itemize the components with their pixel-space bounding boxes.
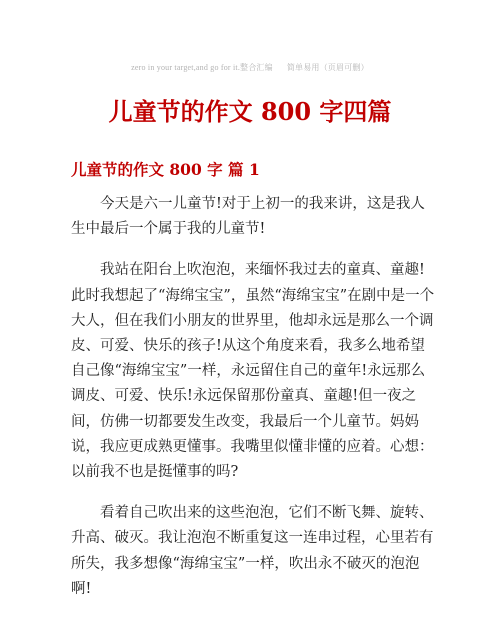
header-note-left: zero in your target,and go for it.整合汇编 (131, 63, 273, 72)
paragraph: 看着自己吹出来的这些泡泡，它们不断飞舞、旋转、升高、破灭。我让泡泡不断重复这一连串过程，心里若有所失，我多想像“海绵宝宝”一样，吹出永不破灭的泡泡啊! (71, 505, 434, 597)
page-header-note (0, 62, 500, 73)
body-text (71, 192, 439, 618)
header-note-right: 简单易用（页眉可删） (286, 63, 369, 72)
section-heading: 儿童节的作文 800 字 篇 1 (71, 160, 260, 179)
paragraph: 我站在阳台上吹泡泡，来缅怀我过去的童真、童趣!此时我想起了“海绵宝宝”，虽然“海绵宝宝”在剧中是一个大人，但在我们小朋友的世界里，他却永远是那么一个调皮、可爱、快乐的孩子!从这个角度来看，我多么地希望自己像“海绵宝宝”一样，永远留住自己的童年!永远那么调皮、可爱、快乐!永远保留那份童真、童趣!但一夜之间，仿佛一切都要发生改变，我最后一个儿童节。妈妈说，我应更成熟更懂事。我嘴里似懂非懂的应着。心想：以前我不也是挺懂事的吗? (71, 262, 435, 481)
document-title: 儿童节的作文 800 字四篇 (108, 97, 392, 126)
paragraph: 今天是六一儿童节!对于上初一的我来讲，这是我人生中最后一个属于我的儿童节! (71, 196, 425, 238)
